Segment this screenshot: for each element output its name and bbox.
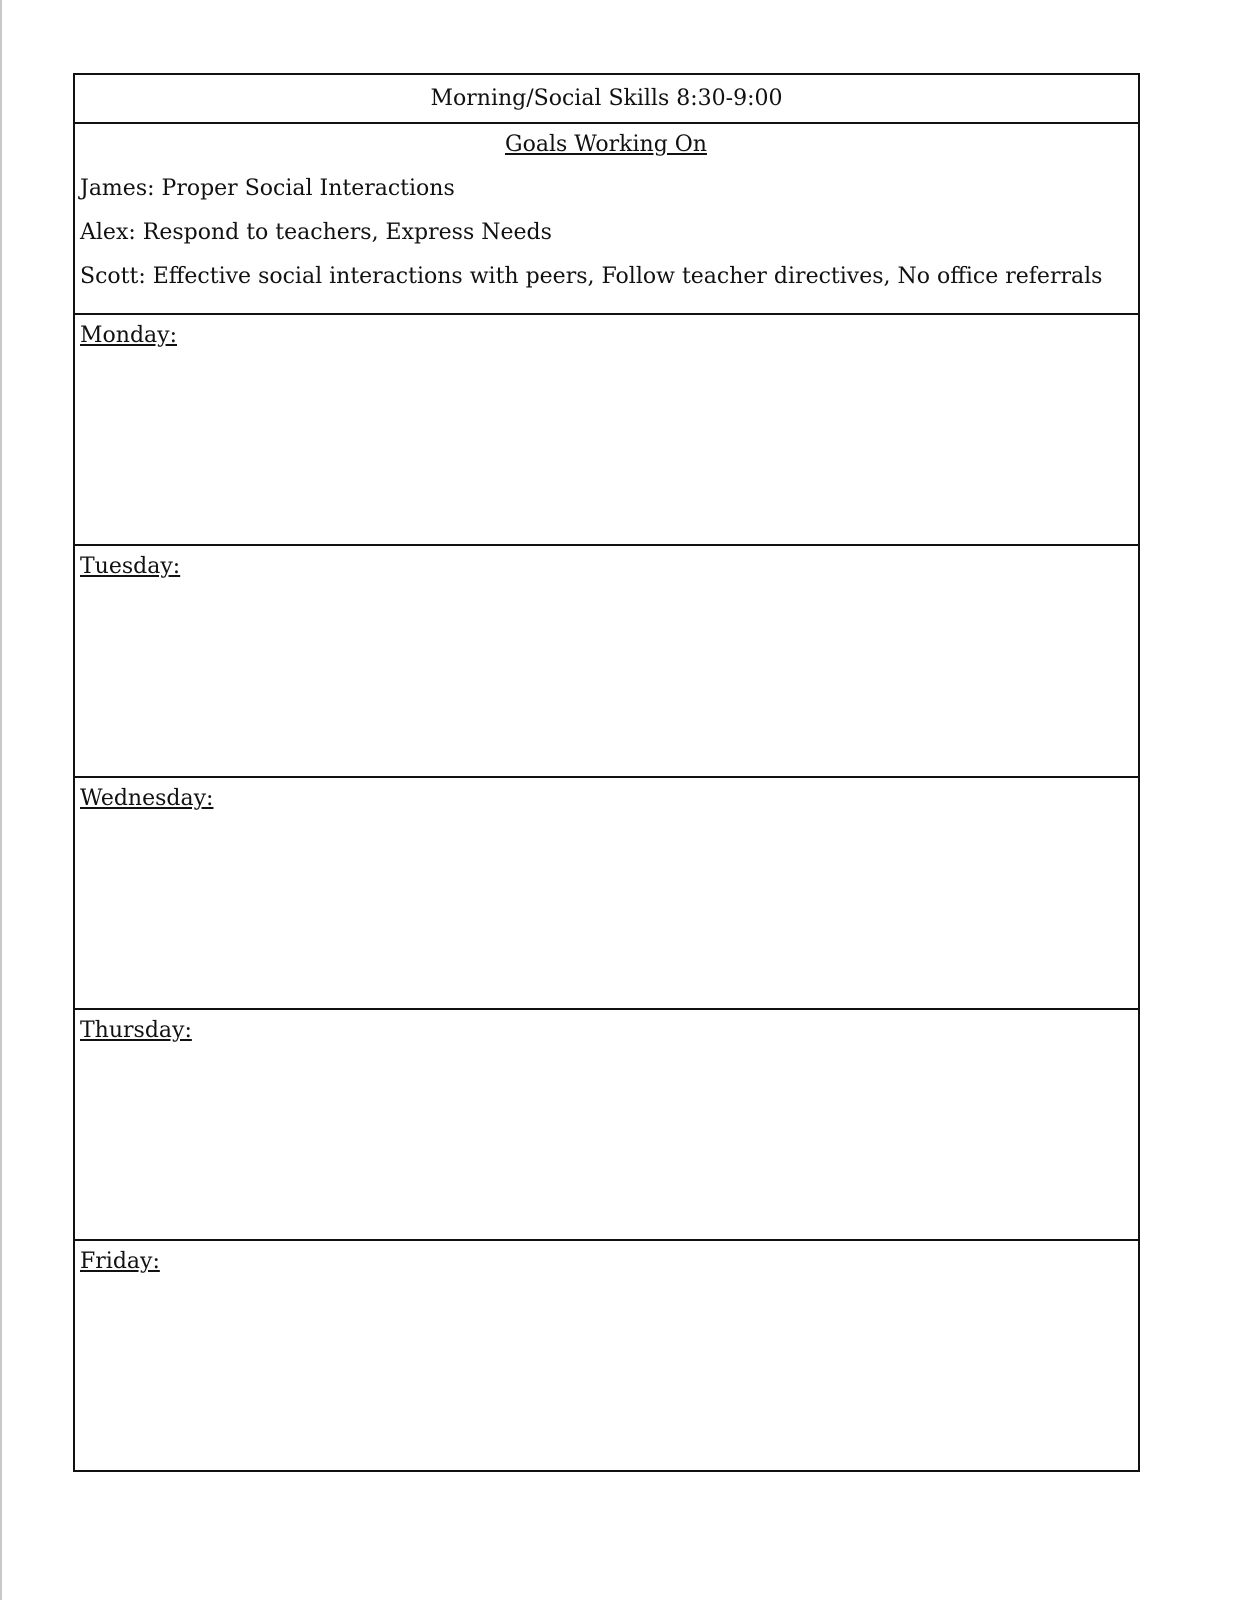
day-row-thursday[interactable] (75, 1010, 1138, 1242)
title-row (75, 75, 1138, 124)
day-row-wednesday[interactable] (75, 778, 1138, 1010)
planner-title: Morning/Social Skills 8:30-9:00 (430, 85, 783, 111)
goal-scott: Scott: Effective social interactions with peers, Follow teacher directives, No office referrals (80, 263, 1103, 289)
goal-james: James: Proper Social Interactions (80, 175, 455, 201)
day-label-wednesday: Wednesday: (80, 786, 214, 812)
goals-section (75, 124, 1138, 315)
day-row-monday[interactable] (75, 315, 1138, 547)
goal-alex: Alex: Respond to teachers, Express Needs (80, 219, 552, 245)
day-label-tuesday: Tuesday: (80, 554, 181, 580)
goals-heading: Goals Working On (505, 131, 707, 157)
day-label-thursday: Thursday: (80, 1017, 192, 1043)
day-label-friday: Friday: (80, 1249, 160, 1275)
day-row-tuesday[interactable] (75, 546, 1138, 778)
weekly-planner-table (73, 73, 1140, 1472)
day-label-monday: Monday: (80, 322, 177, 348)
day-row-friday[interactable] (75, 1241, 1138, 1470)
page-edge (0, 0, 2, 1600)
